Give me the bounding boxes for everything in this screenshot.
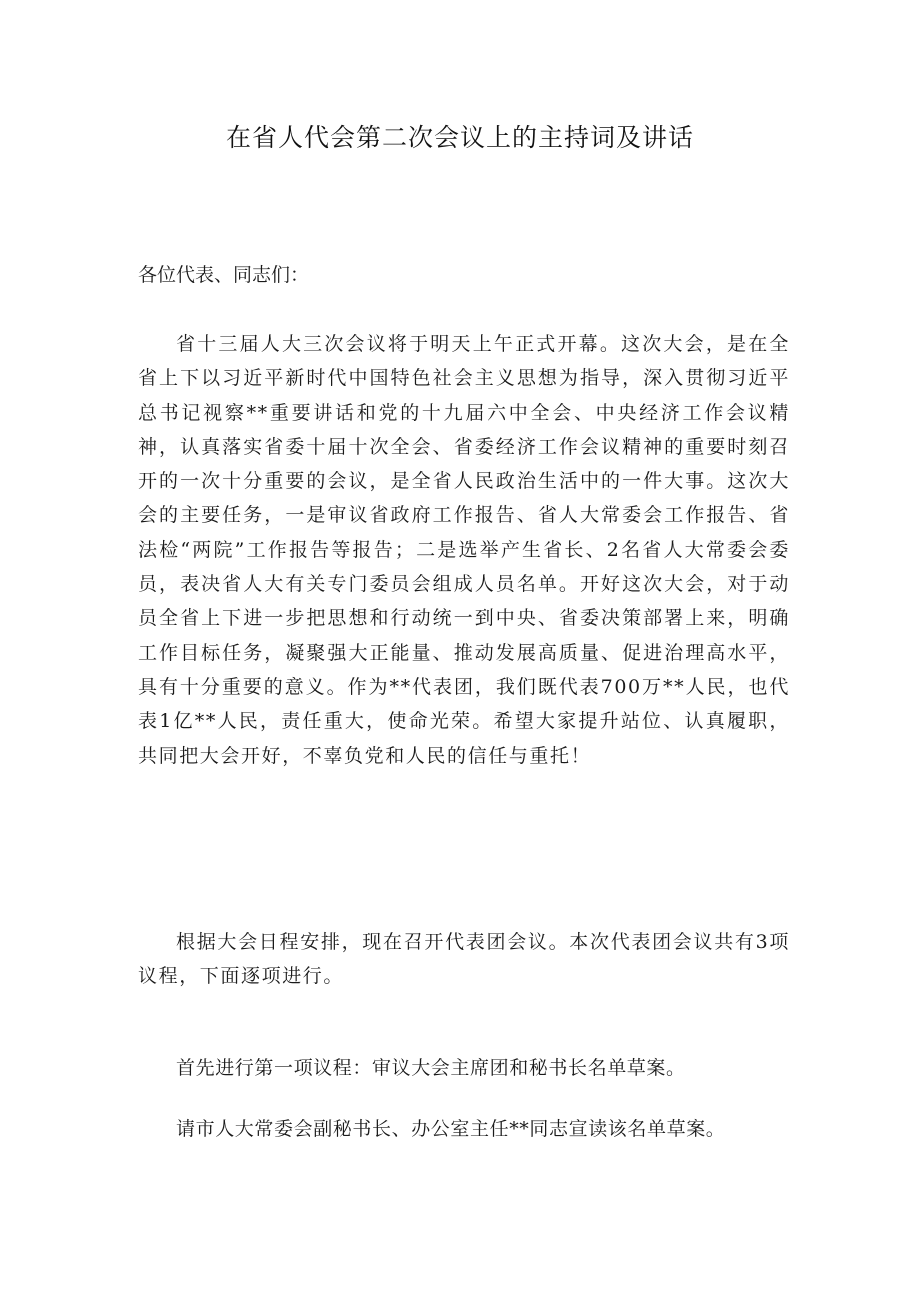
paragraph-reading-request: 请市人大常委会副秘书长、办公室主任**同志宣读该名单草案。	[176, 1118, 726, 1140]
salutation: 各位代表、同志们：	[138, 264, 310, 286]
paragraph-first-agenda-item: 首先进行第一项议程：审议大会主席团和秘书长名单草案。	[176, 1057, 686, 1079]
document-title: 在省人代会第二次会议上的主持词及讲话	[225, 123, 694, 152]
paragraph-opening-speech: 省十三届人大三次会议将于明天上午正式开幕。这次大会，是在全省上下以习近平新时代中国特色社会主义思想为指导，深入贯彻习近平总书记视察**重要讲话和党的十九届六中全会、中央经济工作会议精神，认真落实省委十届十次全会、省委经济工作会议精神的重要时刻召开的一次十分重要的会议，是全省人民政治生活中的一件大事。这次大会的主要任务，一是审议省政府工作报告、省人大常委会工作报告、省法检“两院”工作报告等报告；二是选举产生省长、2名省人大常委会委员，表决省人大有关专门委员会组成人员名单。开好这次大会，对于动员全省上下进一步把思想和行动统一到中央、省委决策部署上来，明确工作目标任务，凝聚强大正能量、推动发展高质量、促进治理高水平，具有十分重要的意义。作为**代表团，我们既代表700万**人民，也代表1亿**人民，责任重大，使命光荣。希望大家提升站位、认真履职，共同把大会开好，不辜负党和人民的信任与重托！	[138, 333, 790, 767]
paragraph-agenda-intro: 根据大会日程安排，现在召开代表团会议。本次代表团会议共有3项议程，下面逐项进行。	[138, 931, 790, 988]
